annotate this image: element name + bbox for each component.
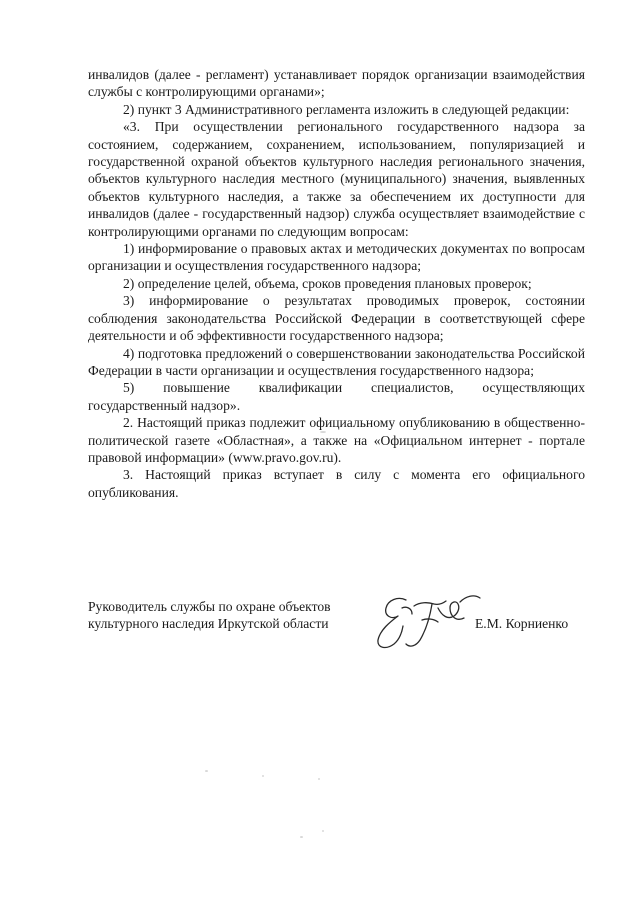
scan-speck — [318, 778, 320, 780]
scan-speck — [322, 830, 324, 832]
signature-block — [88, 598, 585, 658]
paragraph-entry-into-force: 3. Настоящий приказ вступает в силу с момента его официального опубликования. — [88, 467, 585, 500]
signatory-title — [88, 598, 368, 633]
signatory-title-line-2: культурного наследия Иркутской области — [88, 616, 329, 632]
paragraph-list-item-5: 5) повышение квалификации специалистов, осуществляющих государственный надзор». — [88, 380, 585, 413]
document-body — [88, 66, 585, 501]
signatory-name: Е.М. Корниенко — [475, 616, 569, 631]
scan-speck — [205, 770, 208, 772]
signatory-title-line-1: Руководитель службы по охране объектов — [88, 599, 331, 614]
paragraph-regulation-continuation: инвалидов (далее - регламент) устанавливает порядок организации взаимодействия службы с контролирующими органами»; — [88, 67, 585, 100]
paragraph-clause-3: «3. При осуществлении регионального государственного надзора за состоянием, содержанием, сохранением, использованием, популяризацией и государственной охраной объектов культурного наследия регионального значения, объектов культурного наследия местного (муниципального) значения, выявленных объектов культурного наследия, а также за обеспечением их доступности для инвалидов (далее - государственный надзор) служба осуществляет взаимодействие с контролирующими органами по следующим вопросам: — [88, 119, 585, 239]
paragraph-list-item-2: 2) определение целей, объема, сроков проведения плановых проверок; — [123, 275, 532, 291]
paragraph-list-item-3: 3) информирование о результатах проводимых проверок, состоянии соблюдения законодательства Российской Федерации в соответствующей сфере деятельности и об эффективности государственного надзора; — [88, 293, 585, 344]
scan-speck — [320, 431, 326, 433]
paragraph-list-item-4: 4) подготовка предложений о совершенствовании законодательства Российской Федерации в части организации и осуществления государственного надзора; — [88, 345, 585, 378]
scan-speck — [262, 775, 264, 777]
handwritten-signature-icon — [376, 586, 486, 652]
scan-speck — [300, 836, 303, 838]
paragraph-item-2-amendment: 2) пункт 3 Административного регламента изложить в следующей редакции: — [123, 101, 570, 117]
paragraph-list-item-1: 1) информирование о правовых актах и методических документах по вопросам организации и осуществления государственного надзора; — [88, 241, 585, 274]
paragraph-publication: 2. Настоящий приказ подлежит официальному опубликованию в общественно-политической газете «Областная», а также на «Официальном интернет - портале правовой информации» (www.pravo.gov.ru). — [88, 415, 585, 465]
